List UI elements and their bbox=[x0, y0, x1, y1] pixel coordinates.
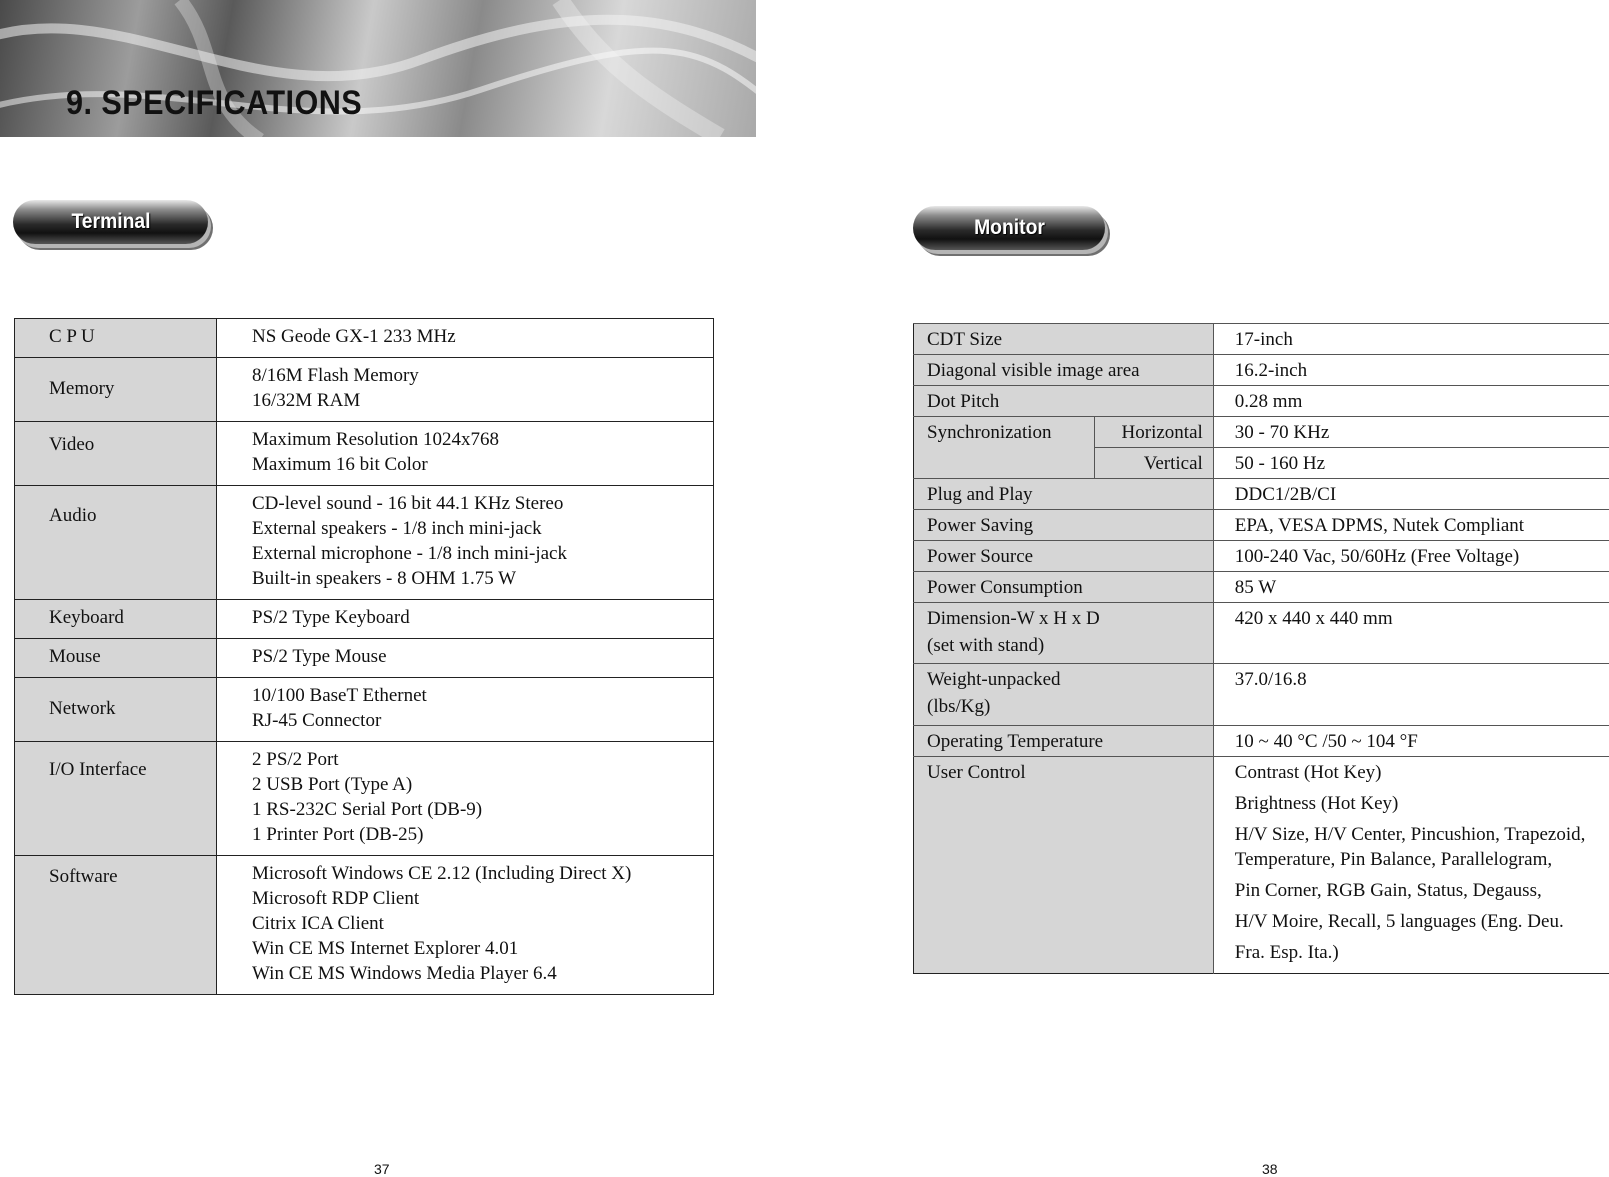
spec-value: 10/100 BaseT Ethernet bbox=[252, 683, 713, 708]
table-row bbox=[914, 664, 1609, 726]
header-banner bbox=[0, 0, 756, 137]
table-row bbox=[15, 358, 714, 422]
spec-value: Brightness (Hot Key) bbox=[1235, 791, 1609, 816]
spec-value: H/V Moire, Recall, 5 languages (Eng. Deu. bbox=[1235, 909, 1609, 934]
spec-value: 16/32M RAM bbox=[252, 388, 713, 413]
spec-value: Maximum 16 bit Color bbox=[252, 452, 713, 477]
spec-value: Contrast (Hot Key) bbox=[1235, 760, 1609, 785]
spec-value: 2 PS/2 Port bbox=[252, 747, 713, 772]
spec-label: Power Saving bbox=[914, 510, 1214, 541]
spec-label: Video bbox=[15, 422, 217, 486]
spec-label: Weight-unpacked bbox=[927, 667, 1213, 692]
spec-label: Operating Temperature bbox=[914, 726, 1214, 757]
spec-value: 85 W bbox=[1213, 572, 1609, 603]
monitor-spec-table bbox=[913, 323, 1609, 974]
spec-value: 16.2-inch bbox=[1213, 355, 1609, 386]
spec-label: C P U bbox=[15, 319, 217, 358]
spec-label: Memory bbox=[15, 358, 217, 422]
spec-label: Diagonal visible image area bbox=[914, 355, 1214, 386]
spec-label: Keyboard bbox=[15, 600, 217, 639]
table-row bbox=[15, 856, 714, 995]
spec-label: Dot Pitch bbox=[914, 386, 1214, 417]
spec-label: Audio bbox=[15, 486, 217, 600]
page-title: 9. SPECIFICATIONS bbox=[66, 84, 362, 123]
spec-value: Win CE MS Windows Media Player 6.4 bbox=[252, 961, 713, 986]
table-row bbox=[15, 742, 714, 856]
spec-value: PS/2 Type Keyboard bbox=[252, 605, 713, 630]
terminal-spec-table bbox=[14, 318, 714, 995]
spec-value: 1 Printer Port (DB-25) bbox=[252, 822, 713, 847]
spec-label: Mouse bbox=[15, 639, 217, 678]
spec-value: 0.28 mm bbox=[1213, 386, 1609, 417]
spec-value: EPA, VESA DPMS, Nutek Compliant bbox=[1213, 510, 1609, 541]
spec-label: Power Source bbox=[914, 541, 1214, 572]
table-row bbox=[15, 678, 714, 742]
spec-value: External speakers - 1/8 inch mini-jack bbox=[252, 516, 713, 541]
spec-value: H/V Size, H/V Center, Pincushion, Trapezoid, bbox=[1235, 822, 1609, 847]
spec-value: Pin Corner, RGB Gain, Status, Degauss, bbox=[1235, 878, 1609, 903]
spec-value: 37.0/16.8 bbox=[1213, 664, 1609, 726]
table-row bbox=[914, 324, 1609, 355]
spec-value: Citrix ICA Client bbox=[252, 911, 713, 936]
table-row bbox=[914, 572, 1609, 603]
spec-value: 1 RS-232C Serial Port (DB-9) bbox=[252, 797, 713, 822]
table-row bbox=[914, 603, 1609, 664]
table-row bbox=[914, 726, 1609, 757]
table-row bbox=[15, 422, 714, 486]
spec-value: 2 USB Port (Type A) bbox=[252, 772, 713, 797]
spec-value: 10 ~ 40 °C /50 ~ 104 °F bbox=[1213, 726, 1609, 757]
spec-label: Plug and Play bbox=[914, 479, 1214, 510]
table-row bbox=[914, 510, 1609, 541]
spec-value: Built-in speakers - 8 OHM 1.75 W bbox=[252, 566, 713, 591]
spec-label: Power Consumption bbox=[914, 572, 1214, 603]
page-number-left: 37 bbox=[374, 1161, 390, 1177]
spec-value: Maximum Resolution 1024x768 bbox=[252, 427, 713, 452]
spec-label: CDT Size bbox=[914, 324, 1214, 355]
spec-label: Synchronization bbox=[914, 417, 1095, 479]
spec-value: 17-inch bbox=[1213, 324, 1609, 355]
section-tab-terminal bbox=[13, 200, 208, 244]
spec-value: CD-level sound - 16 bit 44.1 KHz Stereo bbox=[252, 491, 713, 516]
spec-value: Microsoft RDP Client bbox=[252, 886, 713, 911]
section-tab-label: Monitor bbox=[974, 216, 1045, 240]
spec-value: DDC1/2B/CI bbox=[1213, 479, 1609, 510]
spec-value: RJ-45 Connector bbox=[252, 708, 713, 733]
table-row bbox=[914, 541, 1609, 572]
table-row bbox=[15, 319, 714, 358]
spec-label: (set with stand) bbox=[927, 633, 1213, 658]
spec-label: Dimension-W x H x D bbox=[927, 606, 1213, 631]
spec-value: NS Geode GX-1 233 MHz bbox=[252, 324, 713, 349]
spec-value: External microphone - 1/8 inch mini-jack bbox=[252, 541, 713, 566]
section-tab-monitor bbox=[913, 206, 1105, 250]
spec-value: Win CE MS Internet Explorer 4.01 bbox=[252, 936, 713, 961]
page-number-right: 38 bbox=[1262, 1161, 1278, 1177]
spec-label: (lbs/Kg) bbox=[927, 694, 1213, 719]
spec-value: 30 - 70 KHz bbox=[1213, 417, 1609, 448]
spec-value: 50 - 160 Hz bbox=[1213, 448, 1609, 479]
spec-value: Microsoft Windows CE 2.12 (Including Direct X) bbox=[252, 861, 713, 886]
table-row bbox=[914, 757, 1609, 974]
spec-sublabel: Vertical bbox=[1094, 448, 1213, 479]
spec-label: Software bbox=[15, 856, 217, 995]
table-row bbox=[15, 486, 714, 600]
spec-value: Temperature, Pin Balance, Parallelogram, bbox=[1235, 847, 1609, 872]
table-row bbox=[15, 600, 714, 639]
spec-value: 100-240 Vac, 50/60Hz (Free Voltage) bbox=[1213, 541, 1609, 572]
section-tab-label: Terminal bbox=[71, 210, 150, 234]
table-row bbox=[15, 639, 714, 678]
spec-value: Fra. Esp. Ita.) bbox=[1235, 940, 1609, 965]
table-row bbox=[914, 386, 1609, 417]
spec-label: I/O Interface bbox=[15, 742, 217, 856]
spec-value: PS/2 Type Mouse bbox=[252, 644, 713, 669]
spec-value: 8/16M Flash Memory bbox=[252, 363, 713, 388]
spec-label: Network bbox=[15, 678, 217, 742]
spec-label: User Control bbox=[914, 757, 1214, 974]
spec-value: 420 x 440 x 440 mm bbox=[1213, 603, 1609, 664]
table-row bbox=[914, 355, 1609, 386]
table-row bbox=[914, 417, 1609, 448]
spec-sublabel: Horizontal bbox=[1094, 417, 1213, 448]
table-row bbox=[914, 479, 1609, 510]
